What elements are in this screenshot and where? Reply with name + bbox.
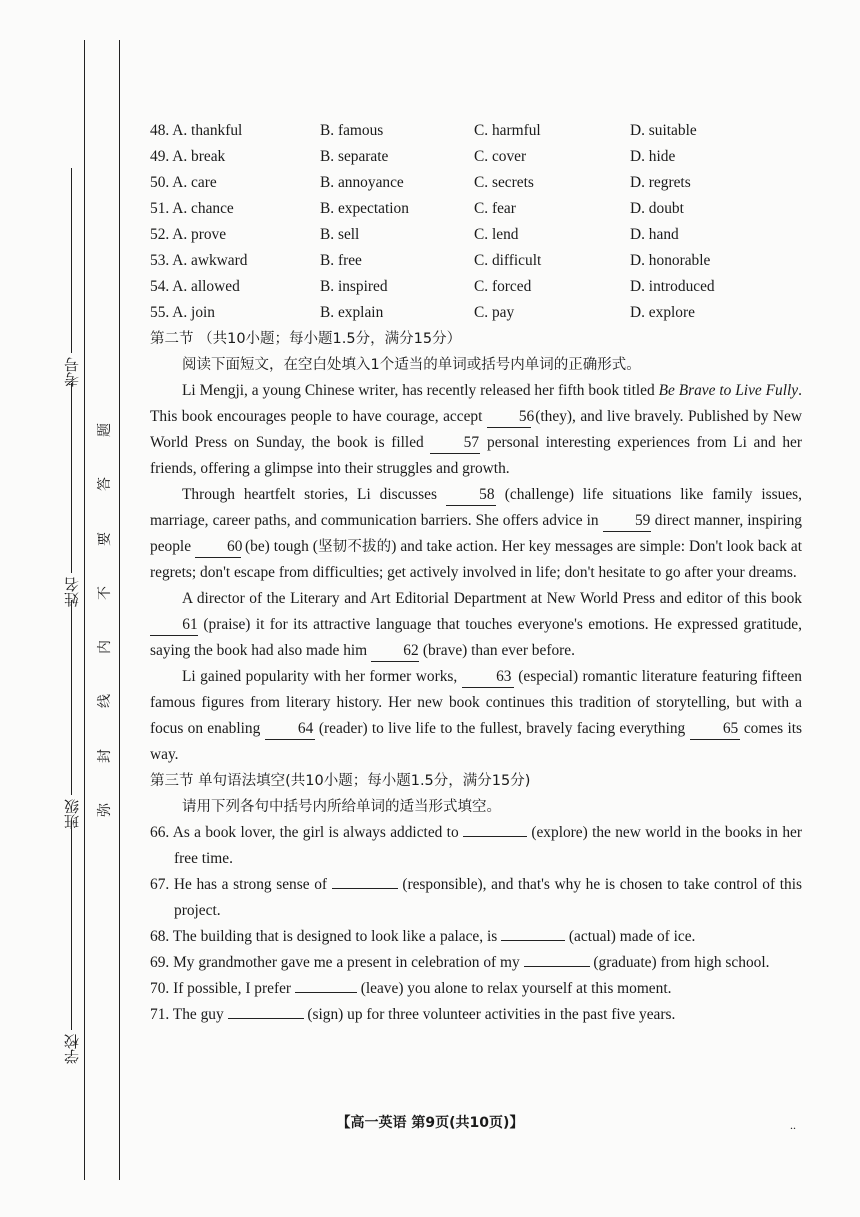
text: comes its way.: [150, 720, 802, 763]
text: (graduate) from high school.: [589, 954, 770, 971]
binding-line-inner: [119, 40, 120, 1180]
text: Li Mengji, a young Chinese writer, has recently released her fifth book titled: [182, 382, 659, 399]
seal-char: 封: [97, 748, 113, 763]
name-field[interactable]: [56, 383, 86, 607]
seal-char: 内: [97, 640, 113, 655]
blank-66[interactable]: [463, 836, 527, 837]
option: D. hand: [630, 226, 679, 243]
option: B. expectation: [320, 200, 409, 217]
blank-69[interactable]: [524, 966, 590, 967]
text: (actual) made of ice.: [565, 928, 696, 945]
option: B. separate: [320, 148, 389, 165]
option-row-48: [150, 118, 802, 144]
text: 66. As a book lover, the girl is always addicted to: [150, 824, 463, 841]
text: 69. My grandmother gave me a present in celebration of my: [150, 954, 524, 971]
text: (they), and live bravely. Published by New World Press on Sunday, the book is filled: [150, 408, 802, 451]
text: A director of the Literary and Art Editorial Department at New World Press and editor of this book: [182, 590, 802, 607]
name-label: 姓名: [62, 577, 81, 607]
question-71: [150, 1002, 802, 1028]
option-row-49: [150, 144, 802, 170]
corner-mark: ..: [790, 1118, 796, 1132]
seal-char: 要: [97, 531, 113, 546]
text: (explore) the new world in the books in her free time.: [174, 824, 802, 867]
option: B. inspired: [320, 278, 388, 295]
text: Li gained popularity with her former works,: [182, 668, 462, 685]
passage-paragraph-4: [150, 664, 802, 768]
blank-59[interactable]: 59: [603, 511, 651, 532]
class-blank[interactable]: [71, 600, 72, 795]
option: 52. A. prove: [150, 226, 227, 243]
exam-number-label: 考号: [62, 357, 81, 387]
seal-char: 弥: [97, 802, 113, 817]
text: . This book encourages people to have courage, accept: [150, 382, 802, 425]
option: C. harmful: [474, 122, 541, 139]
text: 70. If possible, I prefer: [150, 980, 295, 997]
text: direct manner, inspiring people: [150, 512, 803, 555]
option: 50. A. care: [150, 174, 217, 191]
option-row-53: [150, 248, 802, 274]
question-66: [150, 820, 802, 872]
choice-options: [150, 118, 802, 326]
text: (reader) to live life to the fullest, bravely facing everything: [314, 720, 690, 737]
text: Through heartfelt stories, Li discusses: [182, 486, 446, 503]
option: C. difficult: [474, 252, 542, 269]
option: D. introduced: [630, 278, 715, 295]
text: (be) tough (: [241, 538, 318, 555]
option-row-51: [150, 196, 802, 222]
option: C. secrets: [474, 174, 534, 191]
text: (leave) you alone to relax yourself at this moment.: [356, 980, 672, 997]
text: personal interesting experiences from Li and her friends, offering a glimpse into their struggles and growth.: [150, 434, 802, 477]
option: B. explain: [320, 304, 384, 321]
question-70: [150, 976, 802, 1002]
blank-71[interactable]: [228, 1018, 304, 1019]
school-blank[interactable]: [71, 820, 72, 1030]
section2-instruction: 阅读下面短文，在空白处填入1个适当的单词或括号内单词的正确形式。: [182, 357, 641, 373]
blank-56[interactable]: 56: [487, 407, 531, 428]
option: C. pay: [474, 304, 515, 321]
page-footer: 【高一英语 第9页(共10页)】: [336, 1115, 524, 1131]
section2-heading: 第二节 （共10小题；每小题1.5分，满分15分）: [150, 331, 462, 347]
text: (challenge) life situations like family issues, marriage, career paths, and communication barriers. She offers advice in: [150, 486, 802, 529]
name-blank[interactable]: [71, 383, 72, 573]
exam-number-blank[interactable]: [71, 168, 72, 353]
question-68: [150, 924, 802, 950]
seal-char: 答: [97, 477, 113, 492]
blank-65[interactable]: 65: [690, 719, 740, 740]
exam-content: [150, 118, 802, 1028]
option: B. sell: [320, 226, 360, 243]
seal-char: 不: [97, 585, 113, 600]
option: D. explore: [630, 304, 695, 321]
section3-instruction: 请用下列各句中括号内所给单词的适当形式填空。: [182, 799, 501, 815]
option: 48. A. thankful: [150, 122, 243, 139]
option: C. forced: [474, 278, 532, 295]
blank-61[interactable]: 61: [150, 615, 198, 636]
option: B. annoyance: [320, 174, 404, 191]
option: D. honorable: [630, 252, 711, 269]
blank-60[interactable]: 60: [195, 537, 241, 558]
passage-paragraph-2: [150, 482, 802, 586]
seal-char: 线: [97, 694, 113, 709]
blank-67[interactable]: [332, 888, 398, 889]
school-label: 学校: [62, 1034, 81, 1064]
section3-heading: 第三节 单句语法填空(共10小题；每小题1.5分，满分15分): [150, 773, 531, 789]
seal-line-notice: [92, 420, 116, 820]
blank-63[interactable]: 63: [462, 667, 514, 688]
text: 67. He has a strong sense of: [150, 876, 332, 893]
text: 68. The building that is designed to look like a palace, is: [150, 928, 502, 945]
question-67: [150, 872, 802, 924]
text: 71. The guy: [150, 1006, 228, 1023]
text: (especial) romantic literature featuring fifteen famous figures from literary history. Her new book continues this tradition of storytelling, but with a focus on enabling: [150, 668, 802, 737]
passage-paragraph-3: [150, 586, 802, 664]
text: (praise) it for its attractive language that touches everyone's emotions. He expressed gratitude, saying the book had also made him: [150, 616, 802, 659]
blank-68[interactable]: [501, 940, 565, 941]
book-title: Be Brave to Live Fully: [658, 382, 799, 399]
blank-58[interactable]: 58: [446, 485, 496, 506]
text: (responsible), and that's why he is chosen to take control of this project.: [174, 876, 802, 919]
option: C. lend: [474, 226, 519, 243]
option: 51. A. chance: [150, 200, 234, 217]
blank-64[interactable]: 64: [265, 719, 315, 740]
question-69: [150, 950, 802, 976]
chinese-gloss: 坚韧不拔的: [317, 539, 392, 555]
option: D. regrets: [630, 174, 691, 191]
blank-57[interactable]: 57: [430, 433, 480, 454]
blank-70[interactable]: [295, 992, 357, 993]
option: D. doubt: [630, 200, 684, 217]
text: (sign) up for three volunteer activities in the past five years.: [303, 1006, 676, 1023]
option: 53. A. awkward: [150, 252, 248, 269]
class-field[interactable]: [56, 600, 86, 829]
school-field[interactable]: [56, 820, 86, 1064]
option: C. cover: [474, 148, 527, 165]
blank-62[interactable]: 62: [371, 641, 419, 662]
option: D. suitable: [630, 122, 697, 139]
option-row-52: [150, 222, 802, 248]
option: 55. A. join: [150, 304, 215, 321]
option: 54. A. allowed: [150, 278, 240, 295]
seal-char: 题: [97, 423, 113, 437]
option: D. hide: [630, 148, 676, 165]
binding-margin: [0, 0, 125, 1217]
option-row-55: [150, 300, 802, 326]
class-label: 班级: [62, 799, 81, 829]
passage-paragraph-1: [150, 378, 802, 482]
text: ) and take action. Her key messages are simple: Don't look back at regrets; don't escape from difficulties; get actively involved in life; don't hesitate to go after your dreams.: [150, 538, 803, 581]
option: B. free: [320, 252, 362, 269]
option: 49. A. break: [150, 148, 226, 165]
exam-number-field[interactable]: [56, 168, 86, 387]
text: (brave) than ever before.: [419, 642, 575, 659]
option: B. famous: [320, 122, 384, 139]
option-row-50: [150, 170, 802, 196]
option: C. fear: [474, 200, 516, 217]
option-row-54: [150, 274, 802, 300]
